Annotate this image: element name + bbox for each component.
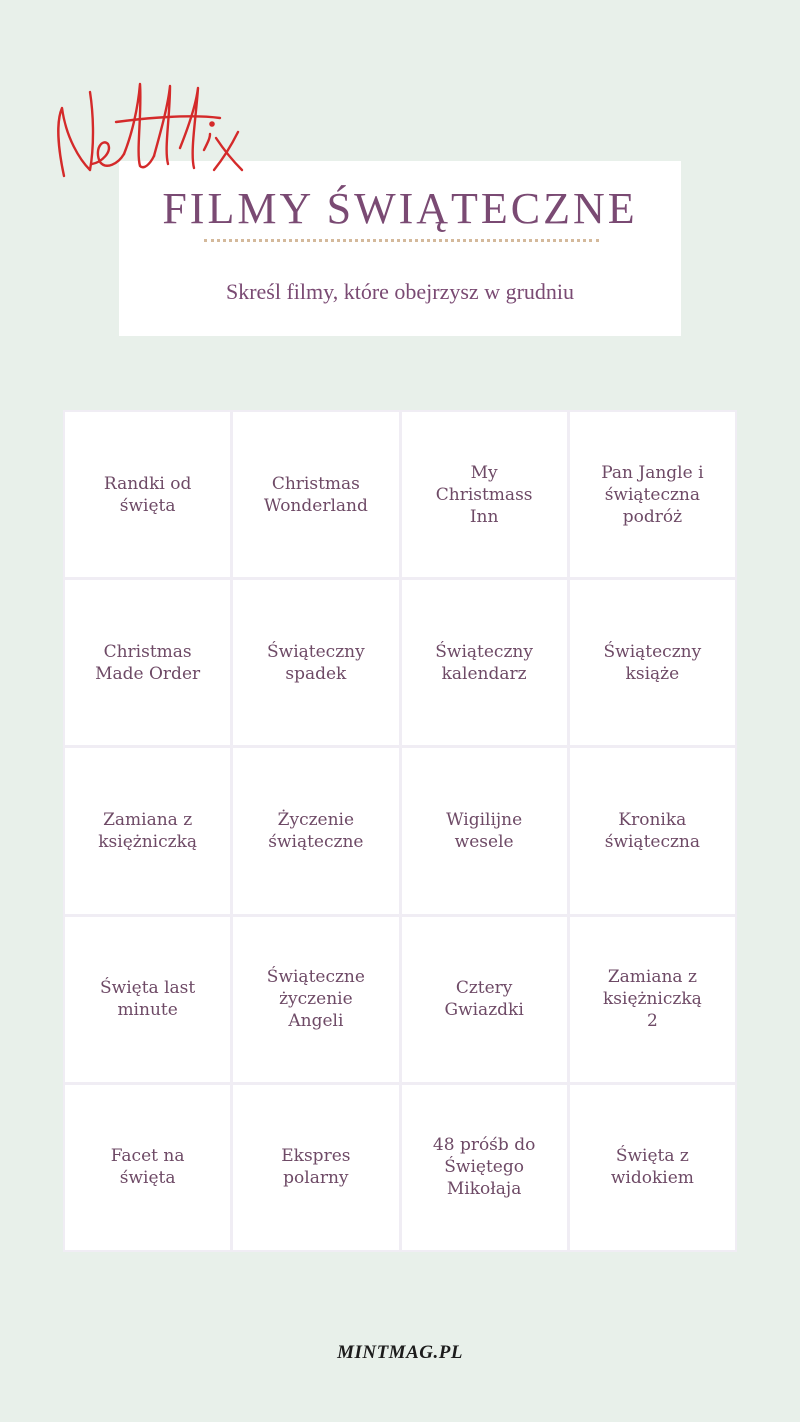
bingo-cell[interactable]: My Christmass Inn xyxy=(402,412,567,577)
bingo-cell[interactable]: 48 próśb do Świętego Mikołaja xyxy=(402,1085,567,1250)
netflix-script-logo xyxy=(50,78,245,200)
page-subtitle: Skreśl filmy, które obejrzysz w grudniu xyxy=(225,279,575,304)
bingo-cell[interactable]: Świąteczne życzenie Angeli xyxy=(233,917,398,1082)
bingo-cell[interactable]: Świąteczny książe xyxy=(570,580,735,745)
bingo-cell[interactable]: Randki od święta xyxy=(65,412,230,577)
dotted-divider xyxy=(204,239,599,242)
bingo-cell[interactable]: Życzenie świąteczne xyxy=(233,748,398,913)
bingo-cell[interactable]: Zamiana z księżniczką 2 xyxy=(570,917,735,1082)
page-title: FILMY ŚWIĄTECZNE xyxy=(162,184,638,233)
bingo-cell[interactable]: Pan Jangle i świąteczna podróż xyxy=(570,412,735,577)
bingo-cell[interactable]: Świąteczny spadek xyxy=(233,580,398,745)
site-footer: MINTMAG.PL xyxy=(337,1342,463,1363)
bingo-cell[interactable]: Christmas Made Order xyxy=(65,580,230,745)
bingo-cell[interactable]: Święta z widokiem xyxy=(570,1085,735,1250)
bingo-cell[interactable]: Święta last minute xyxy=(65,917,230,1082)
bingo-cell[interactable]: Ekspres polarny xyxy=(233,1085,398,1250)
bingo-cell[interactable]: Kronika świąteczna xyxy=(570,748,735,913)
bingo-cell[interactable]: Wigilijne wesele xyxy=(402,748,567,913)
bingo-cell[interactable]: Cztery Gwiazdki xyxy=(402,917,567,1082)
bingo-cell[interactable]: Christmas Wonderland xyxy=(233,412,398,577)
bingo-cell[interactable]: Facet na święta xyxy=(65,1085,230,1250)
movie-bingo-grid xyxy=(63,410,737,1252)
bingo-cell[interactable]: Zamiana z księżniczką xyxy=(65,748,230,913)
bingo-cell[interactable]: Świąteczny kalendarz xyxy=(402,580,567,745)
